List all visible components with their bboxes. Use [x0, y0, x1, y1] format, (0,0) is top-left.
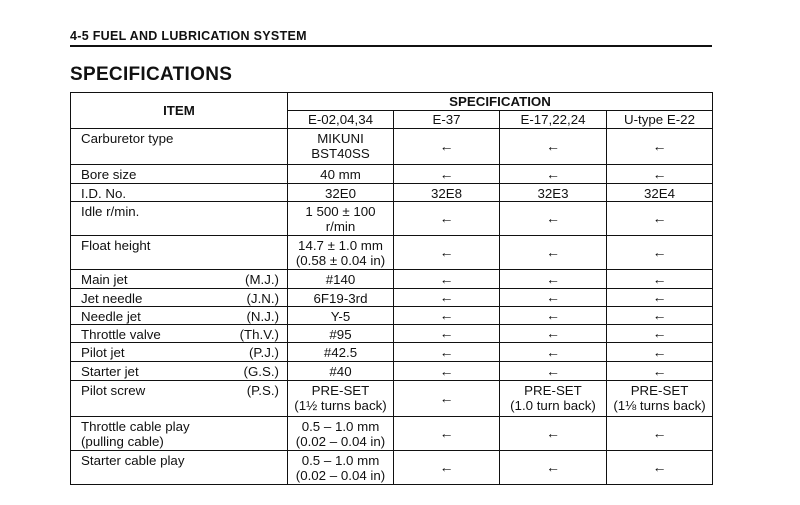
- table-row: [71, 184, 713, 202]
- spec-value: [288, 451, 394, 485]
- spec-value-line: (0.02 – 0.04 in): [295, 434, 386, 449]
- same-as-arrow: [607, 362, 713, 381]
- table-row: [71, 289, 713, 307]
- column-header: U-type E-22: [607, 111, 713, 129]
- same-as-arrow: [394, 381, 500, 417]
- spec-value-line: MIKUNI: [317, 131, 364, 146]
- same-as-arrow: [500, 202, 607, 236]
- same-as-arrow: [500, 325, 607, 343]
- same-as-arrow: [500, 417, 607, 451]
- spec-value-line: #42.5: [323, 345, 358, 360]
- item-abbreviation: (G.S.): [243, 364, 279, 379]
- item-name: Float height: [81, 238, 151, 253]
- spec-value-line: 0.5 – 1.0 mm: [301, 419, 380, 434]
- spec-value: [288, 417, 394, 451]
- column-header: E-37: [394, 111, 500, 129]
- item-cell: [71, 325, 288, 343]
- spec-value-line: PRE-SET: [524, 383, 582, 398]
- spec-value-line: #140: [325, 272, 356, 287]
- same-as-arrow: [607, 236, 713, 270]
- spec-value: [288, 325, 394, 343]
- item-name: Carburetor type: [81, 131, 174, 146]
- table-row: [71, 325, 713, 343]
- spec-value: [288, 289, 394, 307]
- table-body: [71, 129, 713, 485]
- same-as-arrow: [607, 307, 713, 325]
- spec-value-line: #95: [329, 327, 352, 342]
- arrow-glyph: ←: [652, 289, 667, 305]
- item-name: Needle jet: [81, 309, 141, 324]
- item-name-line2: (pulling cable): [81, 434, 164, 449]
- arrow-glyph: ←: [439, 425, 454, 441]
- arrow-glyph: ←: [546, 362, 560, 379]
- same-as-arrow: [500, 362, 607, 381]
- arrow-glyph: ←: [439, 210, 454, 226]
- item-name: Pilot screw: [81, 383, 146, 398]
- arrow-glyph: ←: [546, 244, 560, 260]
- item-name: Bore size: [81, 167, 137, 182]
- item-name: Starter jet: [81, 364, 139, 379]
- spec-value: [288, 362, 394, 381]
- header-rule: [70, 45, 712, 47]
- same-as-arrow: [500, 343, 607, 362]
- same-as-arrow: [394, 343, 500, 362]
- spec-value: [394, 184, 500, 202]
- spec-value-line: 40 mm: [320, 167, 361, 182]
- arrow-glyph: ←: [546, 270, 560, 287]
- arrow-glyph: ←: [439, 390, 454, 406]
- item-name: Throttle cable play: [81, 419, 190, 434]
- same-as-arrow: [500, 451, 607, 485]
- item-cell: [71, 381, 288, 417]
- table-row: [71, 165, 713, 184]
- same-as-arrow: [394, 270, 500, 289]
- arrow-glyph: ←: [546, 459, 560, 475]
- arrow-glyph: ←: [652, 165, 667, 182]
- spec-value-line: 1 500 ± 100: [305, 204, 376, 219]
- arrow-glyph: ←: [439, 459, 454, 475]
- table-row: [71, 417, 713, 451]
- spec-value-line: 6F19-3rd: [313, 291, 368, 306]
- same-as-arrow: [607, 417, 713, 451]
- arrow-glyph: ←: [439, 289, 454, 305]
- spec-value-line: 32E4: [643, 186, 676, 201]
- arrow-glyph: ←: [439, 307, 454, 323]
- same-as-arrow: [394, 417, 500, 451]
- item-name: Main jet: [81, 272, 128, 287]
- table-row: [71, 270, 713, 289]
- item-cell: [71, 362, 288, 381]
- item-abbreviation: (J.N.): [246, 291, 279, 306]
- spec-value: [288, 202, 394, 236]
- same-as-arrow: [394, 165, 500, 184]
- spec-value: [500, 381, 607, 417]
- same-as-arrow: [394, 289, 500, 307]
- table-row: [71, 381, 713, 417]
- same-as-arrow: [607, 270, 713, 289]
- item-cell: [71, 129, 288, 165]
- item-name: Jet needle: [81, 291, 143, 306]
- same-as-arrow: [394, 202, 500, 236]
- arrow-glyph: ←: [546, 138, 560, 154]
- item-abbreviation: (M.J.): [245, 272, 279, 287]
- spec-value: [288, 184, 394, 202]
- page-header: 4-5 FUEL AND LUBRICATION SYSTEM: [70, 29, 307, 43]
- item-abbreviation: (Th.V.): [239, 327, 279, 342]
- same-as-arrow: [500, 289, 607, 307]
- same-as-arrow: [500, 236, 607, 270]
- arrow-glyph: ←: [652, 425, 667, 441]
- same-as-arrow: [500, 165, 607, 184]
- spec-value-line: 32E0: [324, 186, 357, 201]
- arrow-glyph: ←: [439, 325, 454, 341]
- item-cell: [71, 417, 288, 451]
- arrow-glyph: ←: [439, 343, 454, 360]
- arrow-glyph: ←: [439, 270, 454, 287]
- table-row: [71, 307, 713, 325]
- arrow-glyph: ←: [652, 210, 667, 226]
- item-abbreviation: (P.S.): [246, 383, 279, 398]
- item-abbreviation: (N.J.): [246, 309, 279, 324]
- spec-value-line: Y-5: [330, 309, 351, 324]
- spec-value-line: (0.58 ± 0.04 in): [295, 253, 386, 268]
- spec-value: [288, 307, 394, 325]
- arrow-glyph: ←: [546, 289, 560, 305]
- item-header: ITEM: [71, 93, 288, 129]
- arrow-glyph: ←: [652, 307, 667, 323]
- item-cell: [71, 343, 288, 362]
- item-cell: [71, 451, 288, 485]
- spec-value: [288, 270, 394, 289]
- arrow-glyph: ←: [546, 307, 560, 323]
- item-cell: [71, 236, 288, 270]
- item-cell: [71, 289, 288, 307]
- same-as-arrow: [607, 289, 713, 307]
- spec-value: [288, 381, 394, 417]
- same-as-arrow: [607, 202, 713, 236]
- spec-value-line: #40: [329, 364, 352, 379]
- spec-value: [288, 165, 394, 184]
- spec-value-line: r/min: [325, 219, 356, 234]
- item-name: Throttle valve: [81, 327, 161, 342]
- arrow-glyph: ←: [439, 165, 454, 182]
- same-as-arrow: [394, 129, 500, 165]
- same-as-arrow: [607, 325, 713, 343]
- same-as-arrow: [607, 129, 713, 165]
- spec-value-line: (1½ turns back): [294, 398, 387, 413]
- spec-value-line: 0.5 – 1.0 mm: [301, 453, 380, 468]
- table-row: [71, 451, 713, 485]
- spec-value-line: PRE-SET: [630, 383, 689, 398]
- item-name: Starter cable play: [81, 453, 185, 468]
- arrow-glyph: ←: [652, 459, 667, 475]
- table-row: [71, 236, 713, 270]
- spec-value-line: BST40SS: [311, 146, 370, 161]
- arrow-glyph: ←: [652, 244, 667, 260]
- spec-value-line: (1⅛ turns back): [613, 398, 706, 413]
- same-as-arrow: [607, 451, 713, 485]
- spec-value: [607, 184, 713, 202]
- spec-value-line: 14.7 ± 1.0 mm: [298, 238, 383, 253]
- same-as-arrow: [500, 307, 607, 325]
- arrow-glyph: ←: [652, 138, 667, 154]
- arrow-glyph: ←: [652, 362, 667, 379]
- same-as-arrow: [394, 362, 500, 381]
- spec-value-line: (1.0 turn back): [510, 398, 596, 413]
- table-row: [71, 202, 713, 236]
- arrow-glyph: ←: [546, 343, 560, 360]
- item-name: Pilot jet: [81, 345, 125, 360]
- item-name: Idle r/min.: [81, 204, 140, 219]
- item-name: I.D. No.: [81, 186, 127, 201]
- same-as-arrow: [394, 451, 500, 485]
- spec-value-line: 32E3: [537, 186, 569, 201]
- section-title: SPECIFICATIONS: [70, 64, 233, 85]
- item-cell: [71, 307, 288, 325]
- arrow-glyph: ←: [652, 325, 667, 341]
- table-row: [71, 129, 713, 165]
- arrow-glyph: ←: [652, 343, 667, 360]
- arrow-glyph: ←: [546, 210, 560, 226]
- spec-value-line: PRE-SET: [311, 383, 370, 398]
- spec-value: [500, 184, 607, 202]
- same-as-arrow: [394, 307, 500, 325]
- same-as-arrow: [500, 270, 607, 289]
- table-row: [71, 362, 713, 381]
- item-cell: [71, 270, 288, 289]
- specifications-table: [70, 92, 713, 485]
- item-cell: [71, 165, 288, 184]
- spec-value: [288, 236, 394, 270]
- spec-value: [288, 129, 394, 165]
- same-as-arrow: [500, 129, 607, 165]
- column-header: E-02,04,34: [288, 111, 394, 129]
- arrow-glyph: ←: [546, 325, 560, 341]
- arrow-glyph: ←: [439, 138, 454, 154]
- column-header: E-17,22,24: [500, 111, 607, 129]
- same-as-arrow: [607, 343, 713, 362]
- same-as-arrow: [394, 325, 500, 343]
- specification-header: SPECIFICATION: [288, 93, 713, 111]
- arrow-glyph: ←: [652, 270, 667, 287]
- arrow-glyph: ←: [439, 244, 454, 260]
- table-row: [71, 343, 713, 362]
- spec-value: [607, 381, 713, 417]
- same-as-arrow: [394, 236, 500, 270]
- arrow-glyph: ←: [546, 165, 560, 182]
- item-cell: [71, 184, 288, 202]
- item-cell: [71, 202, 288, 236]
- arrow-glyph: ←: [439, 362, 454, 379]
- spec-value-line: 32E8: [430, 186, 463, 201]
- item-abbreviation: (P.J.): [248, 345, 279, 360]
- spec-value: [288, 343, 394, 362]
- arrow-glyph: ←: [546, 425, 560, 441]
- spec-value-line: (0.02 – 0.04 in): [295, 468, 386, 483]
- same-as-arrow: [607, 165, 713, 184]
